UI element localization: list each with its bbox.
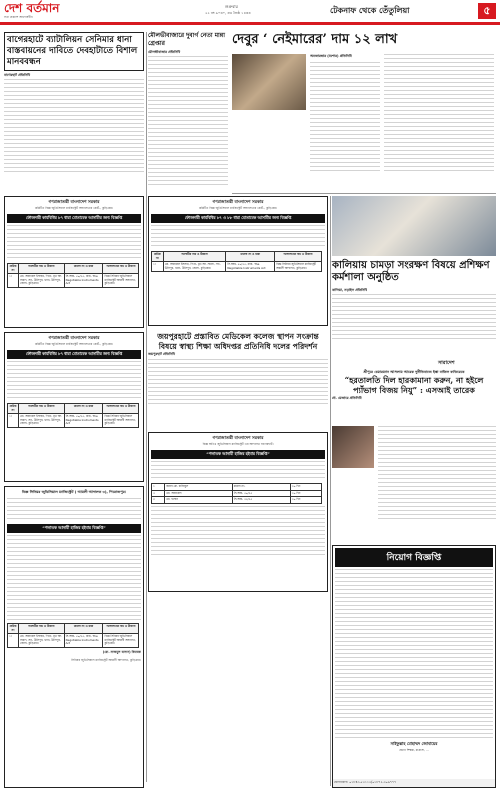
cell: ৩ xyxy=(152,497,165,504)
th: ক্রমিক নং xyxy=(152,252,164,262)
notice-c xyxy=(148,196,328,326)
story-bagerhat-headline: বাগেরহাটে ব্যাটালিয়ন সেনিমার ধানা বাস্তবায়নের দাবিতে দেবহাটাতে বিশাল মানববন্ধন xyxy=(4,32,144,71)
th: আসামীর নাম ও ঠিকানা xyxy=(18,264,64,274)
table-row xyxy=(8,274,139,288)
th: আদালতের নাম ও ঠিকানা xyxy=(275,252,322,262)
recruitment-notice xyxy=(332,545,496,788)
notice-d-title: “পলাতক আসামী হাজির হইবার বিজ্ঞপ্তি” xyxy=(151,450,325,459)
day-label: শুক্রবার xyxy=(225,4,238,9)
cell: ৩০ দিন xyxy=(290,484,321,491)
body-filler xyxy=(148,56,228,186)
th: আসামীর নাম ও ঠিকানা xyxy=(163,252,226,262)
cell: মো. আনারুল ইসলাম, পিতা- মৃত আ. সামাদ, সাং- উলিপুর, থানা- উলিপুর, জেলা- কুড়িগ্রাম। xyxy=(18,634,64,648)
body-filler xyxy=(7,535,141,621)
notice-e-sign-sub: সিনিয়র জুডিসিয়াল ম্যাজিস্ট্রেট আমলী আদালত, কুড়িগ্রাম। xyxy=(71,657,141,662)
section-title: টেকনাফ থেকে তেঁতুলিয়া xyxy=(330,5,410,15)
story-neymar-headline: দেবুর ‘ নেইমারের’ দাম ১২ লাখ xyxy=(232,32,398,47)
table-row xyxy=(8,414,139,428)
body-filler xyxy=(332,294,496,342)
body-filler xyxy=(384,54,494,172)
th: ক্রমিক নং xyxy=(8,264,19,274)
logo-sub: সত্য প্রকাশে আপোষহীন xyxy=(4,15,33,19)
body-filler xyxy=(151,461,325,481)
th: মামলা নং ও ধারা xyxy=(64,264,103,274)
body-filler xyxy=(151,506,325,556)
body-filler xyxy=(7,361,141,401)
cell: ৩০ দিন xyxy=(290,490,321,497)
recruitment-signer: সাইফুল্লাহ মোহাম্মদ জোবায়ের xyxy=(390,741,438,746)
workshop-photo xyxy=(332,196,496,256)
th: ক্রমিক নং xyxy=(8,404,19,414)
notice-b xyxy=(4,332,144,482)
th: আদালতের নাম ও ঠিকানা xyxy=(103,264,139,274)
masthead xyxy=(0,0,500,22)
story-kaliyai xyxy=(332,196,496,356)
story-haraj-headline: “হরতালতি দিল হারকামানা করুন, না হইলে প্যাঁভাগ বিজয় নিযু” : এসআই তারেক xyxy=(344,374,484,395)
cell: বিজ্ঞ সিনিয়র জুডিসিয়াল ম্যাজিস্ট্রেট আমলী আদালত, কুড়িগ্রাম। xyxy=(275,262,322,272)
body-filler xyxy=(151,225,325,249)
th: আদালতের নাম ও ঠিকানা xyxy=(103,624,139,634)
body-filler xyxy=(4,79,144,175)
story-bagerhat-body xyxy=(4,79,144,175)
notice-c-table xyxy=(151,251,322,272)
story-maulvibazar-headline: মৌলভীবাজারে দুবার্গ নেতা মান্না গ্রেপ্তার xyxy=(148,32,225,47)
cell: ৩০ দিন xyxy=(290,497,321,504)
notice-d-table xyxy=(151,483,322,504)
page-number: ৫ xyxy=(478,3,496,19)
story-neymar-byline: অবজারভার (যশোর) প্রতিনিধি xyxy=(310,54,352,58)
cell: ১। xyxy=(8,414,19,428)
cell: মো. আনারুল ইসলাম, পিতা- মৃত আ. সামাদ, সাং- উলিপুর, থানা- উলিপুর, জেলা- কুড়িগ্রাম। xyxy=(18,274,64,288)
body-filler xyxy=(378,426,496,522)
table-row xyxy=(152,490,322,497)
notice-e-table xyxy=(7,623,139,648)
bull-photo xyxy=(232,54,306,110)
cell: সি.আর- ৫০/২৫, ধারা- The Negotiable Instruments Act xyxy=(64,274,103,288)
story-jessore-headline: জয়পুরহাটে প্রস্তাবিত মেডিকেল কলেজ স্থাপন সংক্রান্ত বিষয়ে স্বাস্থ্য শিক্ষা অধিদপ্তর প্রতিনিধি দলের পরিদর্শন xyxy=(157,332,319,351)
th: আসামীর নাম ও ঠিকানা xyxy=(18,624,64,634)
recruitment-title: নিয়োগ বিজ্ঞপ্তি xyxy=(335,548,493,567)
notice-c-govt: গণপ্রজাতন্ত্রী বাংলাদেশ সরকার xyxy=(212,199,264,204)
table-row xyxy=(8,634,139,648)
table-row xyxy=(152,262,322,272)
notice-e-sign: (মো. নাজমুল হাসান) বিচারক xyxy=(102,649,141,654)
story-kaliyai-headline: কালিয়ায় চামড়া সংরক্ষণ বিষয়ে প্রশিক্ষণ কর্মশালা অনুষ্ঠিত xyxy=(332,260,490,283)
column-rule xyxy=(146,32,147,782)
th: মামলা নং ও ধারা xyxy=(226,252,275,262)
notice-a-title: ফৌজদারী কার্যবিধির ৮৭ ধারা মোতাবেক আসামীর জন্য বিজ্ঞপ্তি xyxy=(7,214,141,223)
cell: ১। xyxy=(152,262,164,272)
cell: ১। xyxy=(8,274,19,288)
cell: মামলা নং- xyxy=(232,484,290,491)
cell: বিজ্ঞ সিনিয়র জুডিসিয়াল ম্যাজিস্ট্রেট আমলী আদালত, কুড়িগ্রাম। xyxy=(103,634,139,648)
notice-b-govt: গণপ্রজাতন্ত্রী বাংলাদেশ সরকার xyxy=(48,335,100,340)
story-kaliyai-byline: কালিয়া, নড়াইল প্রতিনিধি xyxy=(332,288,368,292)
notice-b-title: ফৌজদারী কার্যবিধির ৮৭ ধারা মোতাবেক আসামীর জন্য বিজ্ঞপ্তি xyxy=(7,350,141,359)
th: আদালতের নাম ও ঠিকানা xyxy=(103,404,139,414)
cell: সি.আর- ৫০/২৫, ধারা- The Negotiable Instruments Act xyxy=(64,634,103,648)
table-header-row xyxy=(152,252,322,262)
section-label: সারাদেশ xyxy=(438,360,455,366)
cell: বিজ্ঞ সিনিয়র জুডিসিয়াল ম্যাজিস্ট্রেট আমলী আদালত, কুড়িগ্রাম। xyxy=(103,414,139,428)
cell: ১। xyxy=(8,634,19,648)
story-haraj-kicker: শ্রীপুরে চেয়ারম্যান আসলাম আরেক দুর্নীতিবাজে ইস্তা বাতিল ব্যতিরেকে xyxy=(363,370,465,374)
cell: সি.আর- ৫০/২৫ xyxy=(232,490,290,497)
story-neymar xyxy=(232,32,496,192)
notice-b-table xyxy=(7,403,139,428)
masthead-rule xyxy=(0,22,500,25)
logo-text: দেশ বর্তমান xyxy=(4,1,60,15)
table-row xyxy=(152,484,322,491)
notice-e xyxy=(4,486,144,788)
recruitment-role: প্রধান শিক্ষক, মাদ্রাসা, ... xyxy=(399,748,429,752)
table-header-row xyxy=(8,264,139,274)
story-bagerhat-byline: বাগেরহাট প্রতিনিধি xyxy=(4,73,31,77)
cell: সি.আর- ৫০/২৫, ধারা- The Negotiable Instruments Act xyxy=(226,262,275,272)
notice-a-govt: গণপ্রজাতন্ত্রী বাংলাদেশ সরকার xyxy=(48,199,100,204)
story-jessore xyxy=(148,332,328,427)
notice-d-court: বিজ্ঞ অতিঃ জুডিসিয়াল ম্যাজিস্ট্রেট এর আদালত বাগেরহাট। xyxy=(202,442,274,446)
notice-a-court: কমিটিত বিজ্ঞ জুডিসিয়াল ম্যাজিস্ট্রেট আদালতের কোর্ট-, কুড়িগ্রাম। xyxy=(34,206,114,210)
cell: মো. আনারুল ইসলাম, পিতা- মৃত আ. সামাদ, সাং- উলিপুর, থানা- উলিপুর, জেলা- কুড়িগ্রাম। xyxy=(163,262,226,272)
portrait-photo xyxy=(332,426,374,468)
th: মামলা নং ও ধারা xyxy=(64,624,103,634)
recruitment-footer: যোগাযোগ: ০১৮৪৩-৫২১১২/০১৮৭২-৩০৯৭৭৭ xyxy=(333,779,495,787)
th: ক্রমিক নং xyxy=(8,624,19,634)
rule xyxy=(232,193,496,194)
column-rule xyxy=(330,196,331,786)
cell: ১ xyxy=(152,484,165,491)
cell: ২ xyxy=(152,490,165,497)
cell: সি.আর- ৫০/২৫, ধারা- The Negotiable Instruments Act xyxy=(64,414,103,428)
date-line: ২২ নং ৯০৩০, ৩৩ জৈষ্ঠ ১৪৩৩ xyxy=(205,11,251,15)
notice-a-table xyxy=(7,263,139,288)
table-header-row xyxy=(8,624,139,634)
notice-b-court: কমিটিত বিজ্ঞ জুডিসিয়াল ম্যাজিস্ট্রেট আদালতের কোর্ট-, কুড়িগ্রাম। xyxy=(34,342,114,346)
body-filler xyxy=(148,359,328,405)
body-filler xyxy=(335,569,493,739)
body-filler xyxy=(310,62,380,172)
story-jessore-byline: জয়পুরহাট প্রতিনিধি xyxy=(148,352,175,357)
cell: মো. হাসান xyxy=(165,497,233,504)
notice-a xyxy=(4,196,144,328)
story-haraj xyxy=(332,370,496,540)
notice-d-govt: গণপ্রজাতন্ত্রী বাংলাদেশ সরকার xyxy=(212,435,264,440)
cell: মো. আনারুল ইসলাম, পিতা- মৃত আ. সামাদ, সাং- উলিপুর, থানা- উলিপুর, জেলা- কুড়িগ্রাম। xyxy=(18,414,64,428)
table-header-row xyxy=(8,404,139,414)
notice-c-title: ফৌজদারী কার্যবিধির ৮৭ ও ৮৮ ধারা মোতাবেক আসামীর জন্য বিজ্ঞপ্তি xyxy=(151,214,325,223)
logo xyxy=(4,2,74,20)
cell: জনাব মো. রাজিবুল xyxy=(165,484,233,491)
notice-e-court: বিজ্ঞ সিনিয়র জুডিসিয়াল ম্যাজিস্ট্রেট ( আমলী আদালত ৩), পিরোজপুর। xyxy=(22,490,126,494)
cell: মো. আনারুল xyxy=(165,490,233,497)
notice-d xyxy=(148,432,328,592)
story-haraj-byline: প্রা. মেজারে প্রতিনিধি xyxy=(332,395,362,400)
story-maulvibazar-byline: মৌলভীবাজার প্রতিনিধি xyxy=(148,50,181,54)
story-bagerhat xyxy=(4,32,144,192)
body-filler xyxy=(7,498,141,522)
story-maulvibazar xyxy=(148,32,228,188)
cell: বিজ্ঞ সিনিয়র জুডিসিয়াল ম্যাজিস্ট্রেট আমলী আদালত, কুড়িগ্রাম। xyxy=(103,274,139,288)
body-filler xyxy=(7,225,141,261)
th: আসামীর নাম ও ঠিকানা xyxy=(18,404,64,414)
notice-e-title: “পলাতক আসামী হাজির হইবার বিজ্ঞপ্তি” xyxy=(7,524,141,533)
table-row xyxy=(152,497,322,504)
th: মামলা নং ও ধারা xyxy=(64,404,103,414)
cell: সি.আর- ২২/২৫ xyxy=(232,497,290,504)
notice-c-court: কমিটিত বিজ্ঞ জুডিসিয়াল ম্যাজিস্ট্রেট আদালতের কোর্ট-, কুড়িগ্রাম। xyxy=(198,206,278,210)
